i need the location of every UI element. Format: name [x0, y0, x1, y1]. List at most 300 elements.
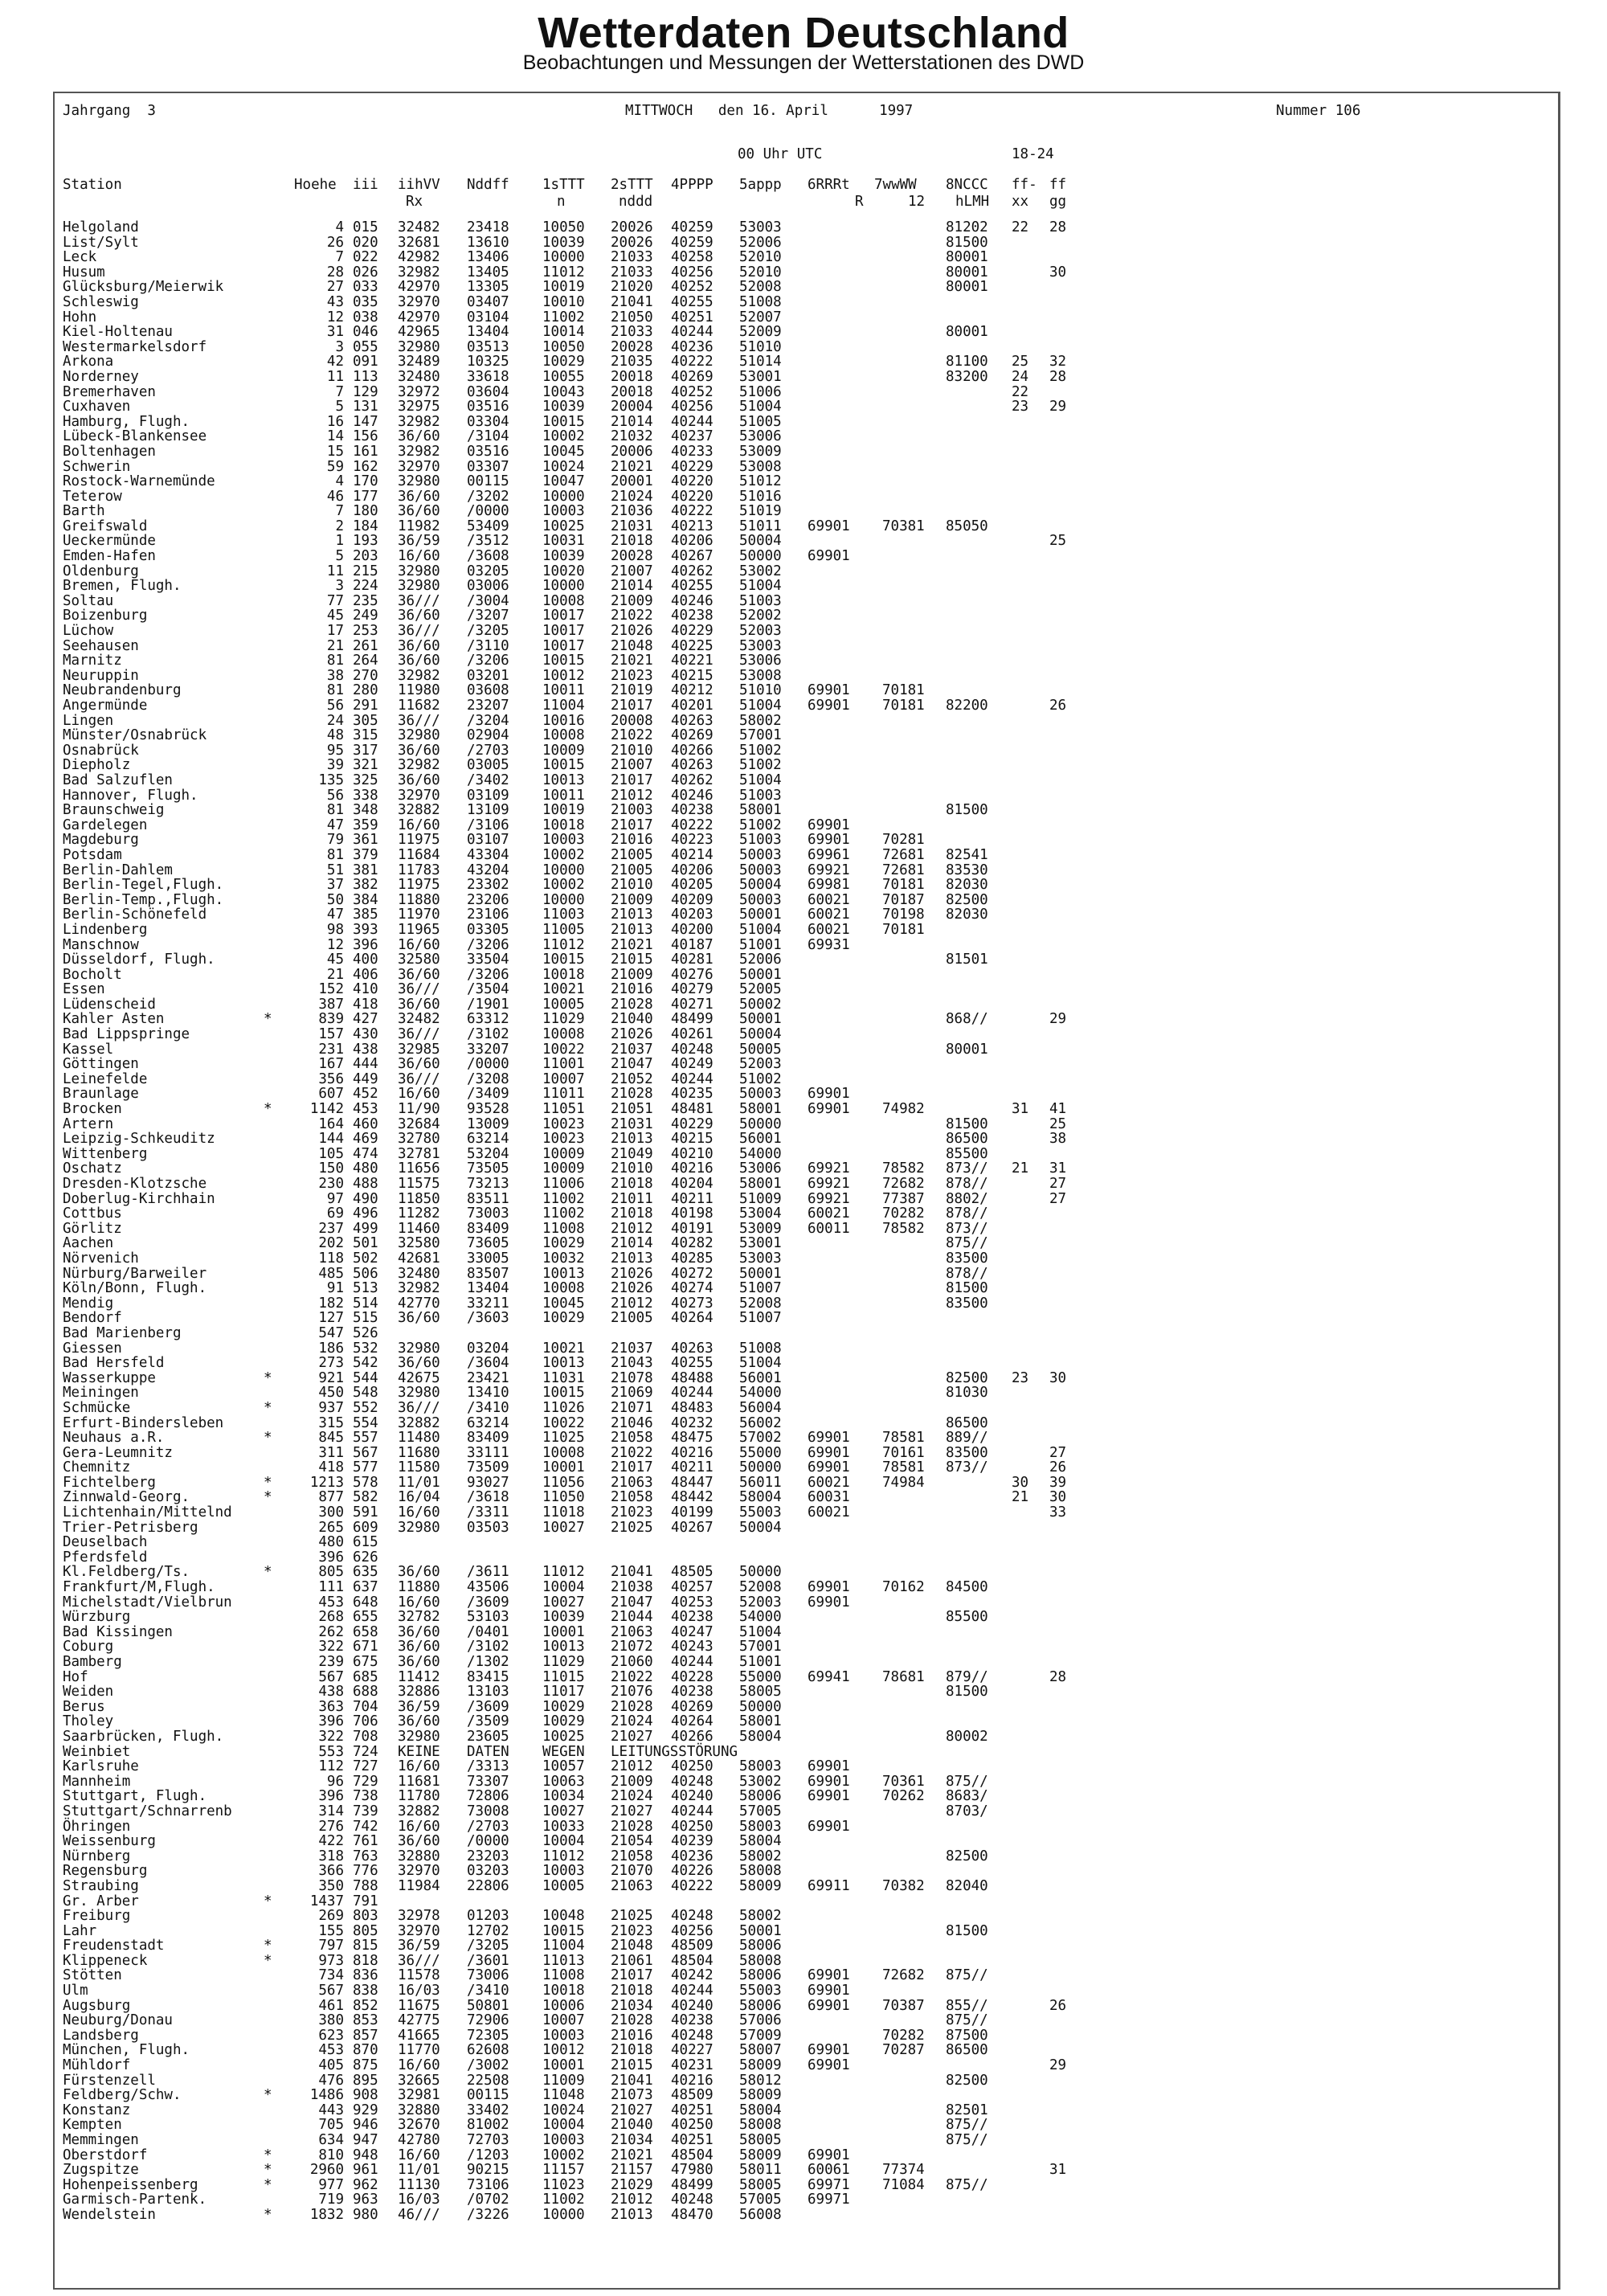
cell-2sttt: 21073 — [611, 2087, 653, 2104]
cell-iihvv: 32980 — [398, 727, 440, 744]
cell-nddff: /1302 — [467, 1654, 509, 1670]
station-name: Emden-Hafen — [63, 548, 156, 565]
cell-1sttt: 10050 — [542, 219, 585, 235]
cell-iihvv: 32985 — [398, 1041, 440, 1058]
cell-2sttt: 21040 — [611, 2117, 653, 2134]
cell-5appp: 52010 — [739, 264, 782, 280]
cell-ff-gg: 38 — [1049, 1131, 1067, 1148]
cell-iihvv: 11880 — [398, 891, 440, 908]
cell-2sttt: 21021 — [611, 458, 653, 475]
cell-iihvv: 32980 — [398, 578, 440, 595]
mountain-marker: * — [264, 2176, 272, 2193]
cell-ff-gg: 27 — [1049, 1190, 1067, 1207]
table-row — [0, 2043, 1559, 2058]
station-height: 81 — [326, 846, 344, 863]
cell-nddff: 73106 — [467, 2176, 509, 2193]
cell-nddff: 03107 — [467, 832, 509, 849]
station-height: 17 — [326, 623, 344, 640]
cell-8nccc: 889// — [946, 1430, 988, 1447]
station-id: 671 — [353, 1639, 378, 1655]
station-name: Deuselbach — [63, 1534, 148, 1551]
cell-5appp: 58009 — [739, 2147, 782, 2163]
station-name: Stuttgart/Schnarrenb — [63, 1803, 232, 1819]
cell-5appp: 56002 — [739, 1414, 782, 1431]
station-height: 111 — [318, 1579, 344, 1596]
cell-nddff: 13405 — [467, 264, 509, 280]
cell-iihvv: 11770 — [398, 2042, 440, 2059]
cell-nddff: /3409 — [467, 1086, 509, 1103]
cell-1sttt: 11003 — [542, 907, 585, 923]
cell-nddff: 72305 — [467, 2027, 509, 2044]
station-height: 77 — [326, 592, 344, 609]
col-a: 5appp — [739, 177, 782, 193]
cell-4pppp: 40266 — [671, 742, 714, 759]
station-name: Aachen — [63, 1235, 114, 1252]
cell-ff-gg: 32 — [1049, 354, 1067, 370]
cell-nddff: 73006 — [467, 1967, 509, 1984]
station-id: 788 — [353, 1877, 378, 1894]
cell-2sttt: 21025 — [611, 1908, 653, 1925]
cell-2sttt: 21028 — [611, 2012, 653, 2029]
cell-8nccc: 80001 — [946, 249, 988, 266]
station-id: 675 — [353, 1654, 378, 1670]
cell-1sttt: 10009 — [542, 1145, 585, 1162]
cell-1sttt: 10057 — [542, 1758, 585, 1775]
table-row — [0, 803, 1559, 818]
cell-6rrrt: 69901 — [808, 698, 850, 714]
cell-2sttt: 21031 — [611, 518, 653, 534]
cell-1sttt: 10012 — [542, 2042, 585, 2059]
table-row — [0, 1267, 1559, 1282]
cell-5appp: 50004 — [739, 1519, 782, 1536]
station-height: 95 — [326, 742, 344, 759]
table-row — [0, 1968, 1559, 1983]
cell-1sttt: 10004 — [542, 1579, 585, 1596]
cell-5appp: 51010 — [739, 682, 782, 699]
cell-8nccc: 875// — [946, 2012, 988, 2029]
cell-1sttt: 11018 — [542, 1504, 585, 1521]
cell-2sttt: 21009 — [611, 1773, 653, 1790]
table-row — [0, 1222, 1559, 1237]
table-row — [0, 325, 1559, 340]
cell-4pppp: 40220 — [671, 488, 714, 505]
cell-2sttt: 21022 — [611, 1444, 653, 1461]
cell-5appp: 50001 — [739, 907, 782, 923]
cell-nddff: 00115 — [467, 2087, 509, 2104]
table-row — [0, 1954, 1559, 1969]
cell-5appp: 57001 — [739, 727, 782, 744]
cell-5appp: 50000 — [739, 1564, 782, 1581]
cell-iihvv: 16/03 — [398, 2192, 440, 2208]
station-id: 452 — [353, 1086, 378, 1103]
cell-iihvv: 16/03 — [398, 1983, 440, 1999]
cell-8nccc: 855// — [946, 1997, 988, 2014]
station-id: 857 — [353, 2027, 378, 2044]
cell-2sttt: 21038 — [611, 1579, 653, 1596]
cell-4pppp: 40263 — [671, 757, 714, 774]
station-height: 112 — [318, 1758, 344, 1775]
station-name: Würzburg — [63, 1609, 131, 1626]
cell-1sttt: 10007 — [542, 1070, 585, 1087]
cell-iihvv: 36/60 — [398, 1355, 440, 1372]
cell-nddff: 03104 — [467, 309, 509, 325]
station-id: 729 — [353, 1773, 378, 1790]
cell-7wwww: 70198 — [882, 907, 925, 923]
table-row — [0, 519, 1559, 534]
cell-1sttt: 10000 — [542, 578, 585, 595]
cell-6rrrt: 69901 — [808, 548, 850, 565]
station-name: Hohn — [63, 309, 97, 325]
station-id: 381 — [353, 862, 378, 878]
col-t1-sub: n — [557, 194, 566, 210]
cell-ff-gg: 26 — [1049, 698, 1067, 714]
table-row — [0, 220, 1559, 235]
cell-2sttt: 21032 — [611, 428, 653, 445]
cell-nddff: 03516 — [467, 399, 509, 415]
table-row — [0, 1580, 1559, 1595]
cell-4pppp: 40200 — [671, 921, 714, 938]
col-rx: iihVV — [398, 177, 440, 193]
station-height: 438 — [318, 1684, 344, 1701]
cell-nddff: /1203 — [467, 2147, 509, 2163]
station-id: 506 — [353, 1265, 378, 1282]
cell-2sttt: 21041 — [611, 293, 653, 310]
cell-5appp: 50001 — [739, 966, 782, 983]
station-height: 318 — [318, 1848, 344, 1864]
cell-4pppp: 40252 — [671, 279, 714, 296]
cell-iihvv: 36/// — [398, 623, 440, 640]
station-height: 152 — [318, 981, 344, 998]
station-height: 705 — [318, 2117, 344, 2134]
cell-2sttt: 21009 — [611, 966, 653, 983]
cell-8nccc: 80001 — [946, 324, 988, 341]
cell-iihvv: 32980 — [398, 473, 440, 490]
station-name: Leinefelde — [63, 1070, 148, 1087]
station-id: 548 — [353, 1385, 378, 1402]
cell-iihvv: 36/60 — [398, 1564, 440, 1581]
cell-iihvv: 32489 — [398, 354, 440, 370]
cell-8nccc: 80001 — [946, 279, 988, 296]
station-height: 45 — [326, 608, 344, 624]
cell-nddff: 23418 — [467, 219, 509, 235]
cell-1sttt: 10011 — [542, 682, 585, 699]
station-id: 609 — [353, 1519, 378, 1536]
cell-2sttt: 21017 — [611, 1459, 653, 1476]
cell-4pppp: 40231 — [671, 2057, 714, 2074]
cell-5appp: 58006 — [739, 1938, 782, 1954]
cell-nddff: /3603 — [467, 1310, 509, 1327]
station-id: 582 — [353, 1489, 378, 1506]
cell-7wwww: 70181 — [882, 921, 925, 938]
cell-7wwww: 70387 — [882, 1997, 925, 2014]
cell-nddff: 22806 — [467, 1877, 509, 1894]
station-name: Schleswig — [63, 293, 139, 310]
station-id: 270 — [353, 667, 378, 684]
cell-1sttt: 10010 — [542, 293, 585, 310]
station-height: 1213 — [309, 1474, 344, 1491]
cell-ff-gg: 27 — [1049, 1444, 1067, 1461]
cell-4pppp: 40235 — [671, 1086, 714, 1103]
station-name: Diepholz — [63, 757, 131, 774]
table-row — [0, 952, 1559, 968]
cell-iihvv: 11460 — [398, 1220, 440, 1237]
station-id: 635 — [353, 1564, 378, 1581]
table-row — [0, 1655, 1559, 1670]
cell-1sttt: 10024 — [542, 458, 585, 475]
table-row — [0, 968, 1559, 983]
cell-iihvv: 11965 — [398, 921, 440, 938]
cell-5appp: 58011 — [739, 2162, 782, 2179]
cell-2sttt: 21049 — [611, 1145, 653, 1162]
cell-8nccc: 81500 — [946, 1684, 988, 1701]
station-height: 182 — [318, 1295, 344, 1312]
station-id: 393 — [353, 921, 378, 938]
cell-iihvv: 36/// — [398, 1070, 440, 1087]
cell-4pppp: 40187 — [671, 936, 714, 953]
cell-nddff: 72906 — [467, 2012, 509, 2029]
station-id: 542 — [353, 1355, 378, 1372]
cell-2sttt: 21070 — [611, 1863, 653, 1880]
cell-nddff: /3002 — [467, 2057, 509, 2074]
station-id: 184 — [353, 518, 378, 534]
station-height: 1437 — [309, 1893, 344, 1909]
cell-8nccc: 82500 — [946, 1369, 988, 1386]
cell-1sttt: 10015 — [542, 757, 585, 774]
table-row — [0, 683, 1559, 698]
cell-ff-gg: 30 — [1049, 1369, 1067, 1386]
cell-1sttt: 10021 — [542, 1340, 585, 1357]
cell-1sttt: 11012 — [542, 1848, 585, 1864]
cell-5appp: 52003 — [739, 1594, 782, 1610]
cell-nddff: 43506 — [467, 1579, 509, 1596]
cell-4pppp: 40274 — [671, 1280, 714, 1297]
cell-4pppp: 48483 — [671, 1399, 714, 1416]
cell-6rrrt: 69981 — [808, 877, 850, 894]
cell-4pppp: 40267 — [671, 548, 714, 565]
cell-nddff: 63214 — [467, 1414, 509, 1431]
station-name: Memmingen — [63, 2132, 139, 2148]
cell-2sttt: 21015 — [611, 2057, 653, 2074]
mountain-marker: * — [264, 1474, 272, 1491]
cell-iihvv: 32782 — [398, 1609, 440, 1626]
cell-5appp: 53006 — [739, 1160, 782, 1177]
cell-5appp: 51007 — [739, 1280, 782, 1297]
mountain-marker: * — [264, 2147, 272, 2163]
cell-8nccc: 83500 — [946, 1250, 988, 1267]
cell-5appp: 55000 — [739, 1668, 782, 1685]
cell-5appp: 51002 — [739, 757, 782, 774]
cell-iihvv: 42681 — [398, 1250, 440, 1267]
station-name: Potsdam — [63, 846, 122, 863]
col-n-sub: hLMH — [955, 194, 990, 210]
cell-iihvv: 32880 — [398, 1848, 440, 1864]
station-id: 469 — [353, 1131, 378, 1148]
cell-1sttt: 10008 — [542, 727, 585, 744]
cell-nddff: 23605 — [467, 1728, 509, 1745]
station-name: Arkona — [63, 354, 114, 370]
station-height: 450 — [318, 1385, 344, 1402]
table-row — [0, 1759, 1559, 1774]
cell-1sttt: 10039 — [542, 548, 585, 565]
cell-8nccc: 875// — [946, 2176, 988, 2193]
cell-5appp: 52003 — [739, 1056, 782, 1073]
cell-1sttt: 11009 — [542, 2072, 585, 2089]
cell-4pppp: 48470 — [671, 2206, 714, 2223]
station-name: Saarbrücken, Flugh. — [63, 1728, 224, 1745]
station-id: 727 — [353, 1758, 378, 1775]
cell-nddff: 03006 — [467, 578, 509, 595]
cell-iihvv: 42970 — [398, 309, 440, 325]
cell-4pppp: 40213 — [671, 518, 714, 534]
cell-5appp: 55003 — [739, 1983, 782, 1999]
cell-2sttt: 21017 — [611, 698, 653, 714]
station-height: 144 — [318, 1131, 344, 1148]
cell-iihvv: 11980 — [398, 682, 440, 699]
cell-2sttt: 21005 — [611, 1310, 653, 1327]
cell-1sttt: 11006 — [542, 1176, 585, 1192]
cell-7wwww: 70181 — [882, 698, 925, 714]
col-r-sub: R — [855, 194, 864, 210]
cell-4pppp: 48442 — [671, 1489, 714, 1506]
station-name: Mannheim — [63, 1773, 131, 1790]
table-row — [0, 385, 1559, 400]
cell-1sttt: 10005 — [542, 996, 585, 1013]
table-row — [0, 1535, 1559, 1550]
cell-8nccc: 82501 — [946, 2102, 988, 2118]
cell-8nccc: 80001 — [946, 1041, 988, 1058]
cell-1sttt: 10017 — [542, 623, 585, 640]
cell-4pppp: 40244 — [671, 324, 714, 341]
table-row — [0, 579, 1559, 594]
cell-1sttt: 11011 — [542, 1086, 585, 1103]
station-name: Stuttgart, Flugh. — [63, 1788, 207, 1805]
page-title: Wetterdaten Deutschland — [538, 9, 1069, 57]
cell-6rrrt: 69901 — [808, 518, 850, 534]
cell-5appp: 50000 — [739, 1459, 782, 1476]
cell-2sttt: 21013 — [611, 921, 653, 938]
table-row — [0, 280, 1559, 295]
table-row — [0, 1161, 1559, 1177]
cell-4pppp: 40269 — [671, 727, 714, 744]
cell-2sttt: 20026 — [611, 219, 653, 235]
cell-1sttt: 11031 — [542, 1369, 585, 1386]
cell-8nccc: 8703/ — [946, 1803, 988, 1819]
station-name: Ulm — [63, 1983, 88, 1999]
station-height: 69 — [326, 1205, 344, 1222]
table-row — [0, 2103, 1559, 2118]
cell-2sttt: 21036 — [611, 503, 653, 520]
cell-2sttt: 21020 — [611, 279, 653, 296]
cell-nddff: 33005 — [467, 1250, 509, 1267]
cell-8nccc: 82030 — [946, 877, 988, 894]
cell-4pppp: 40246 — [671, 592, 714, 609]
cell-4pppp: 40198 — [671, 1205, 714, 1222]
table-row — [0, 728, 1559, 743]
cell-iihvv: 36/59 — [398, 533, 440, 550]
cell-4pppp: 40238 — [671, 802, 714, 819]
station-height: 237 — [318, 1220, 344, 1237]
cell-1sttt: 10023 — [542, 1115, 585, 1132]
cell-8nccc: 86500 — [946, 1131, 988, 1148]
cell-6rrrt: 60021 — [808, 1504, 850, 1521]
cell-5appp: 51004 — [739, 399, 782, 415]
station-height: 91 — [326, 1280, 344, 1297]
table-row — [0, 1177, 1559, 1192]
cell-nddff: 23106 — [467, 907, 509, 923]
station-height: 2960 — [309, 2162, 344, 2179]
cell-5appp: 53006 — [739, 653, 782, 669]
cell-2sttt: 21024 — [611, 488, 653, 505]
cell-2sttt: 21048 — [611, 1938, 653, 1954]
cell-5appp: 56001 — [739, 1131, 782, 1148]
table-row — [0, 1894, 1559, 1909]
cell-2sttt: 21009 — [611, 891, 653, 908]
cell-4pppp: 40261 — [671, 1026, 714, 1043]
cell-nddff: /3206 — [467, 653, 509, 669]
cell-1sttt: 10013 — [542, 771, 585, 788]
station-height: 24 — [326, 712, 344, 729]
cell-4pppp: 40229 — [671, 623, 714, 640]
station-height: 81 — [326, 802, 344, 819]
station-name: Husum — [63, 264, 105, 280]
cell-8nccc: 81500 — [946, 1115, 988, 1132]
cell-1sttt: 11004 — [542, 1938, 585, 1954]
mountain-marker: * — [264, 2206, 272, 2223]
station-name: Doberlug-Kirchhain — [63, 1190, 215, 1207]
cell-2sttt: 21005 — [611, 862, 653, 878]
station-height: 1832 — [309, 2206, 344, 2223]
cell-5appp: 52008 — [739, 279, 782, 296]
cell-5appp: 50004 — [739, 533, 782, 550]
cell-6rrrt: 60021 — [808, 1205, 850, 1222]
cell-8nccc: 83200 — [946, 368, 988, 385]
cell-1sttt: 10025 — [542, 1728, 585, 1745]
station-id: 348 — [353, 802, 378, 819]
cell-2sttt: 21028 — [611, 1698, 653, 1715]
table-row — [0, 1206, 1559, 1222]
station-id: 170 — [353, 473, 378, 490]
station-id: 382 — [353, 877, 378, 894]
cell-nddff: 01203 — [467, 1908, 509, 1925]
cell-1sttt: 11012 — [542, 264, 585, 280]
cell-2sttt: 21013 — [611, 1131, 653, 1148]
table-row — [0, 669, 1559, 684]
station-name: Tholey — [63, 1713, 114, 1730]
cell-2sttt: 21050 — [611, 309, 653, 325]
col-w: 7wwWW — [874, 177, 917, 193]
station-id: 838 — [353, 1983, 378, 1999]
cell-8nccc: 83500 — [946, 1444, 988, 1461]
cell-2sttt: 21029 — [611, 2176, 653, 2193]
cell-8nccc: 875// — [946, 2117, 988, 2134]
station-id: 708 — [353, 1728, 378, 1745]
cell-6rrrt: 69901 — [808, 2147, 850, 2163]
station-id: 946 — [353, 2117, 378, 2134]
cell-2sttt: 20028 — [611, 548, 653, 565]
cell-5appp: 53006 — [739, 428, 782, 445]
cell-7wwww: 70361 — [882, 1773, 925, 1790]
cell-8nccc: 82040 — [946, 1877, 988, 1894]
cell-4pppp: 40209 — [671, 891, 714, 908]
station-height: 157 — [318, 1026, 344, 1043]
cell-5appp: 52008 — [739, 1295, 782, 1312]
cell-5appp: 50001 — [739, 1011, 782, 1028]
cell-2sttt: 21015 — [611, 952, 653, 968]
station-name: Klippeneck — [63, 1952, 148, 1969]
table-row — [0, 1251, 1559, 1267]
cell-nddff: /3205 — [467, 623, 509, 640]
station-id: 637 — [353, 1579, 378, 1596]
